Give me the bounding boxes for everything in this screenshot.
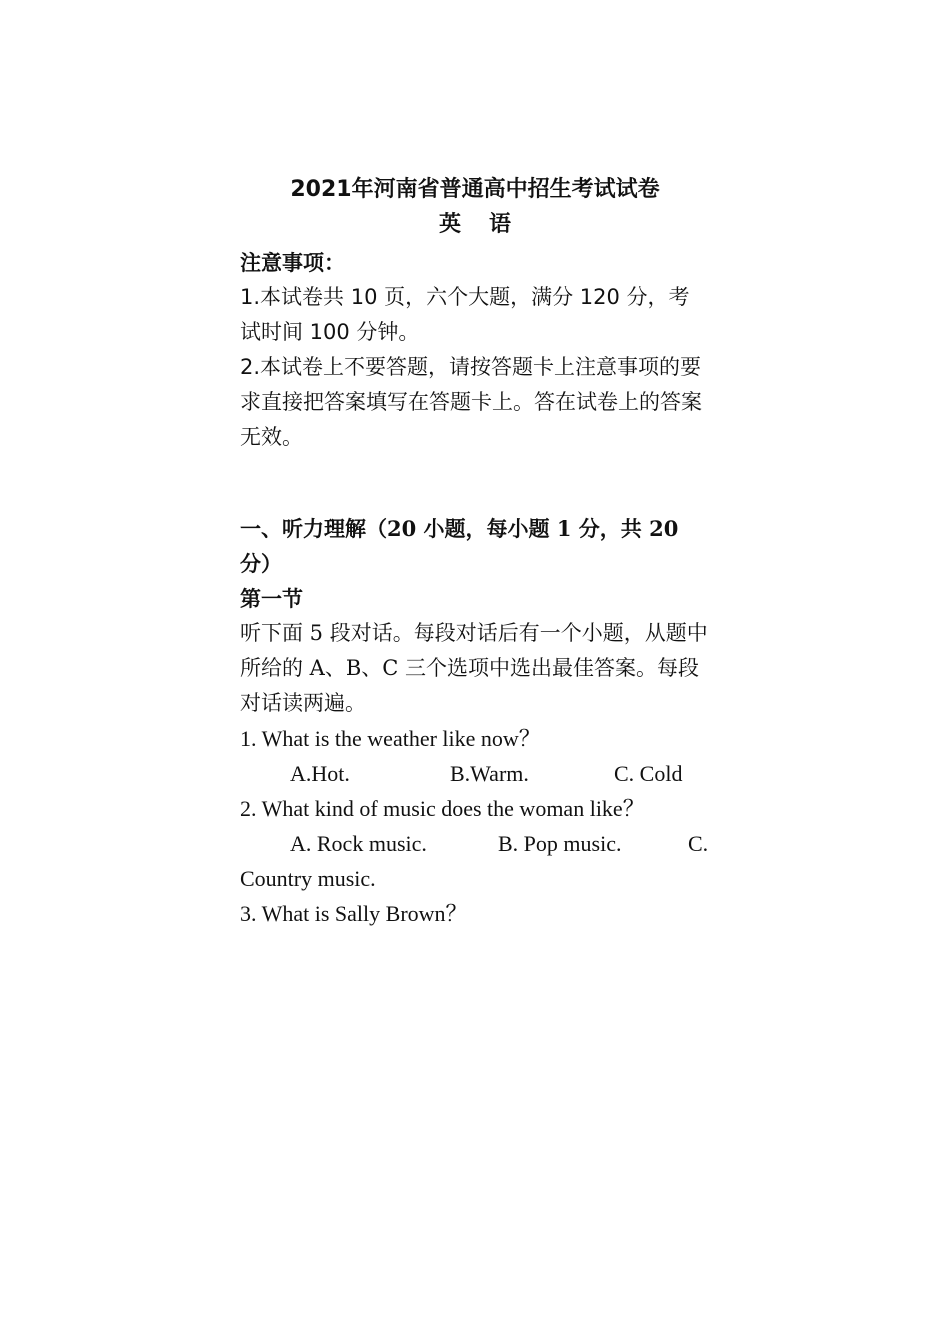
notes-item-2: 2.本试卷上不要答题，请按答题卡上注意事项的要求直接把答案填写在答题卡上。答在试卷上的答案无效。 [240,355,702,449]
notes-heading: 注意事项： [240,251,345,275]
part-heading: 第一节 [240,586,303,611]
subject-title: 英语 [438,212,539,237]
question-2-options [240,826,710,861]
notes-item-1: 1.本试卷共 10 页，六个大题，满分 120 分，考试时间 100 分钟。 [240,285,690,344]
question-1: 1. What is the weather like now？ [240,726,541,751]
option-c: C. [688,831,709,856]
exam-title: 2021年河南省普通高中招生考试试卷 [290,177,660,202]
question-1-options [240,756,710,791]
option-b: B.Warm. [450,761,529,786]
section-heading: 一、听力理解（20 小题，每小题 1 分，共 20 分） [240,516,679,576]
question-2: 2. What kind of music does the woman like？ [240,796,645,821]
option-c: C. Cold [614,761,683,786]
option-b: B. Pop music. [498,831,622,856]
option-a: A.Hot. [290,761,350,786]
option-a: A. Rock music. [290,831,427,856]
option-c-continuation: Country music. [240,866,376,891]
page-content [240,172,710,931]
section-instructions: 听下面 5 段对话。每段对话后有一个小题，从题中所给的 A、B、C 三个选项中选出最佳答案。每段对话读两遍。 [240,621,708,715]
question-3: 3. What is Sally Brown？ [240,901,468,926]
